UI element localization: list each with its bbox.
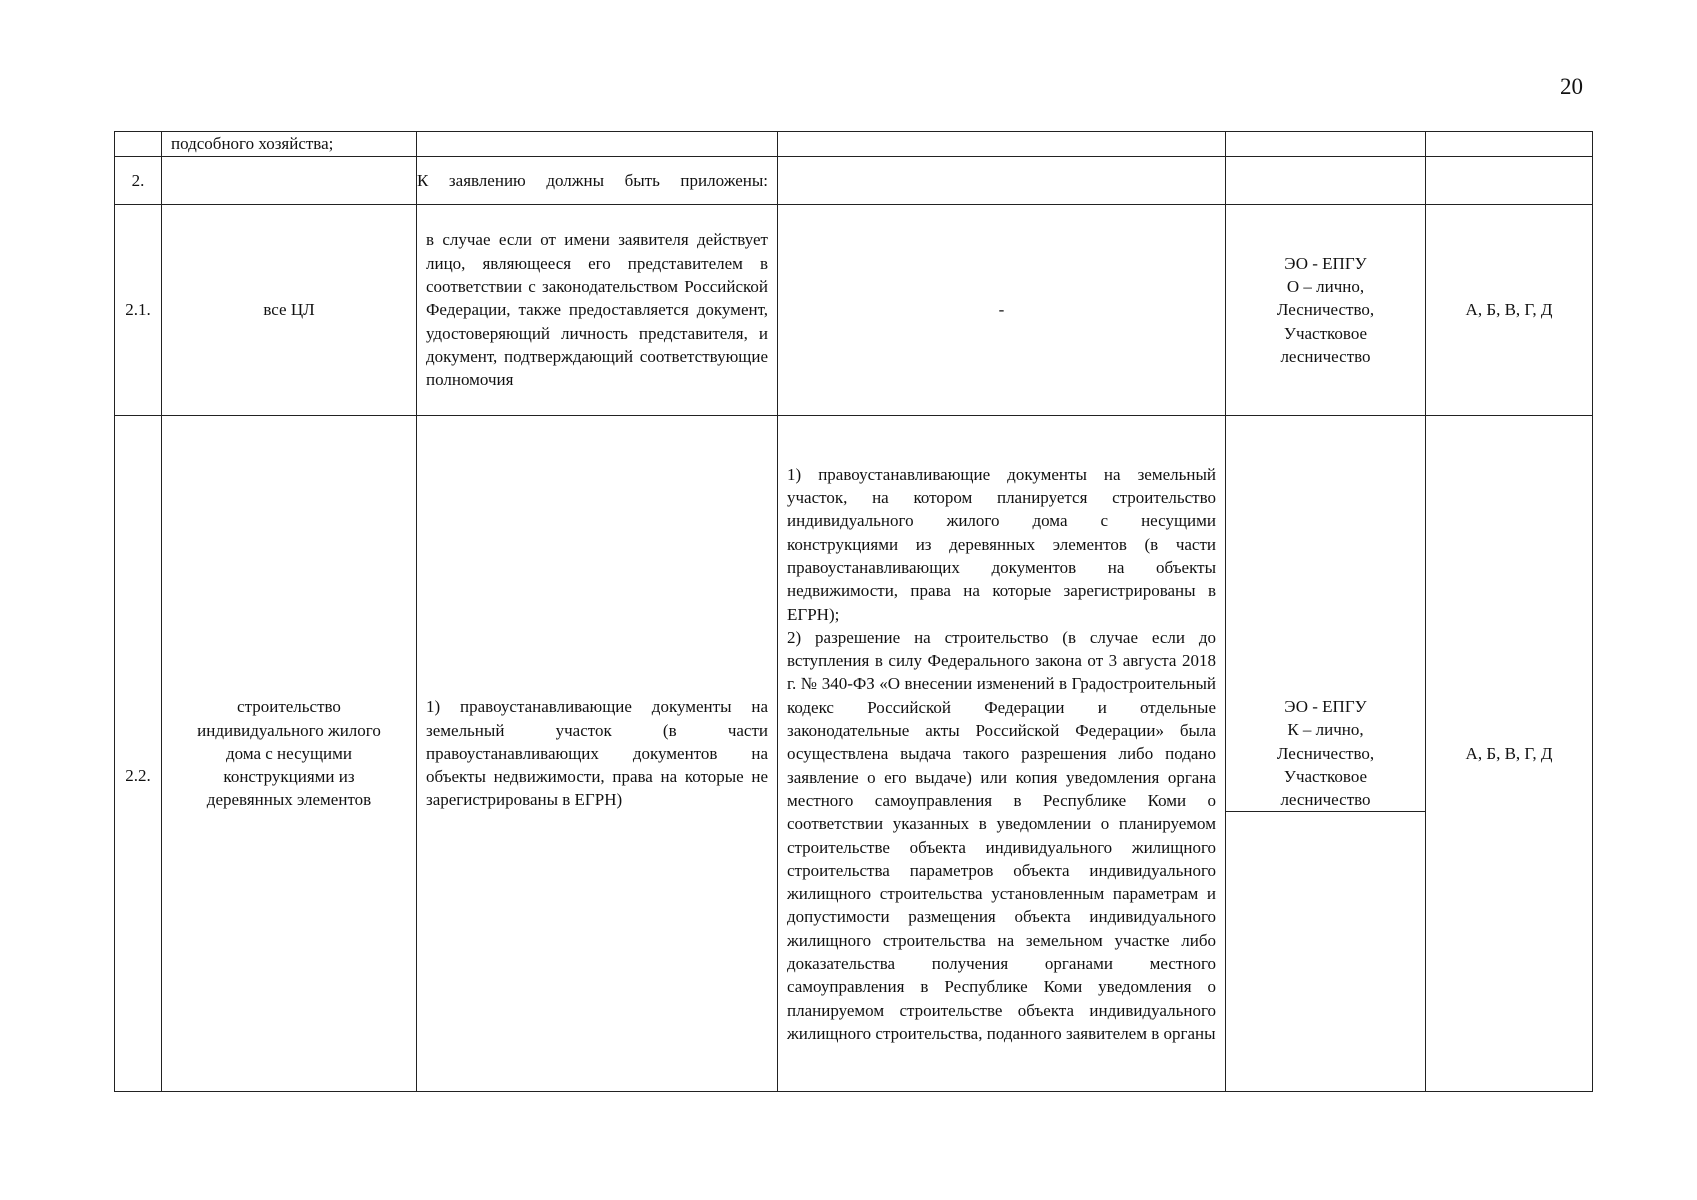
cell-applicant-docs: в случае если от имени заявителя действует лицо, являющееся его представителем в соответствии с законодательством Российской Федерации, также предоставляется документ, удостоверяющий личность представителя, и документ, подтверждающий соответствующие полномочия: [417, 205, 778, 416]
cell-submission-method: [1226, 157, 1426, 205]
cell-result-codes: [1426, 157, 1593, 205]
table-row: [115, 416, 1593, 1092]
table-row: [115, 132, 1593, 157]
cell-number: 2.2.: [115, 416, 162, 1092]
cell-applicant-docs: [417, 132, 778, 157]
cell-category: строительство индивидуального жилого дома с несущими конструкциями из деревянных элементов: [162, 416, 417, 1092]
page-number: 20: [1560, 74, 1583, 99]
document-table: [114, 131, 1593, 1092]
table-row: [115, 205, 1593, 416]
cell-submission-method: ЭО - ЕПГУ О – лично, Лесничество, Участковое лесничество: [1226, 205, 1426, 416]
cell-category: все ЦЛ: [162, 205, 417, 416]
cell-result-codes: А, Б, В, Г, Д: [1426, 416, 1593, 1092]
cell-submission-method: [1226, 132, 1426, 157]
cell-interagency-docs: [778, 132, 1226, 157]
cell-result-codes: А, Б, В, Г, Д: [1426, 205, 1593, 416]
cell-interagency-docs: -: [778, 205, 1226, 416]
cell-submission-method: [1226, 416, 1426, 1092]
cell-category: [162, 157, 417, 205]
cell-applicant-docs: 1) правоустанавливающие документы на земельный участок (в части правоустанавливающих документов на объекты недвижимости, права на которые не зарегистрированы в ЕГРН): [417, 416, 778, 1092]
cell-result-codes: [1426, 132, 1593, 157]
submission-method-text: ЭО - ЕПГУ К – лично, Лесничество, Участковое лесничество: [1226, 695, 1425, 812]
cell-interagency-docs: 1) правоустанавливающие документы на земельный участок, на котором планируется строительство индивидуального жилого дома с несущими конструкциями из деревянных элементов (в части правоустанавливающих документов на объекты недвижимости, права на которые зарегистрированы в ЕГРН); 2) разрешение на строительство (в случае если до вступления в силу Федерального закона от 3 августа 2018 г. № 340-ФЗ «О внесении изменений в Градостроительный кодекс Российской Федерации и отдельные законодательные акты Российской Федерации» была осуществлена выдача такого разрешения либо подано заявление о его выдаче) или копия уведомления органа местного самоуправления в Республике Коми о соответствии указанных в уведомлении о планируемом строительстве объекта индивидуального жилищного строительства параметров объекта индивидуального жилищного строительства установленным параметрам и допустимости размещения объекта индивидуального жилищного строительства на земельном участке либо доказательства получения органами местного самоуправления в Республике Коми уведомления о планируемом строительстве объекта индивидуального жилищного строительства, поданного заявителем в органы: [778, 416, 1226, 1092]
cell-interagency-docs: [778, 157, 1226, 205]
cell-category: подсобного хозяйства;: [162, 132, 417, 157]
cell-number: 2.1.: [115, 205, 162, 416]
table-row: [115, 157, 1593, 205]
cell-number: [115, 132, 162, 157]
cell-number: 2.: [115, 157, 162, 205]
cell-applicant-docs: К заявлению должны быть приложены:: [417, 157, 778, 205]
